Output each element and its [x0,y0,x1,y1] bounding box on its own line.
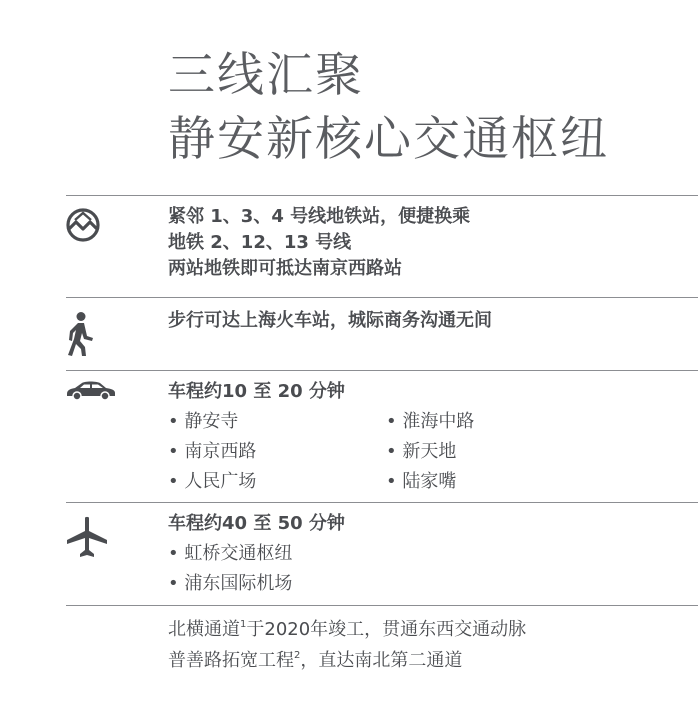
footnote-marker: 2 [294,650,301,661]
walk-text: 步行可达上海火车站，城际商务沟通无间 [168,310,492,331]
car-destination-list [168,407,688,497]
footnote-text: ，直达南北第二通道 [300,650,463,671]
walking-person-icon [64,311,96,357]
car-section [168,379,688,497]
title-line-1: 三线汇聚 [168,48,364,103]
list-item: • 浦东国际机场 [168,569,468,599]
footnote-text: 北横通道 [168,619,240,640]
divider [66,605,698,606]
divider [66,297,698,298]
page-title [168,44,609,172]
car-heading: 车程约10 至 20 分钟 [168,381,345,402]
airplane-icon [66,516,108,558]
footnote-text: 于2020年竣工，贯通东西交通动脉 [246,619,527,640]
footnote-section [168,614,688,676]
plane-section [168,511,688,599]
metro-line-3: 两站地铁即可抵达南京西路站 [168,258,402,279]
metro-line-2: 地铁 2、12、13 号线 [168,232,352,253]
footnote-text: 普善路拓宽工程 [168,650,294,671]
title-line-2: 静安新核心交通枢纽 [168,112,609,167]
list-item: • 人民广场 [168,467,386,497]
car-icon [66,380,116,402]
list-item: • 陆家嘴 [386,467,586,497]
list-item: • 虹桥交通枢纽 [168,539,468,569]
metro-section [168,204,688,282]
list-item: • 南京西路 [168,437,386,467]
list-item: • 淮海中路 [386,407,586,437]
shanghai-metro-icon [66,208,100,242]
walk-section [168,308,688,334]
plane-heading: 车程约40 至 50 分钟 [168,513,345,534]
metro-line-1: 紧邻 1、3、4 号线地铁站，便捷换乘 [168,206,471,227]
plane-destination-list [168,539,688,599]
divider [66,195,698,196]
footnote-line-2 [168,645,688,676]
footnote-marker: 1 [240,619,247,630]
list-item: • 新天地 [386,437,586,467]
divider [66,502,698,503]
list-item: • 静安寺 [168,407,386,437]
footnote-line-1 [168,614,688,645]
divider [66,370,698,371]
